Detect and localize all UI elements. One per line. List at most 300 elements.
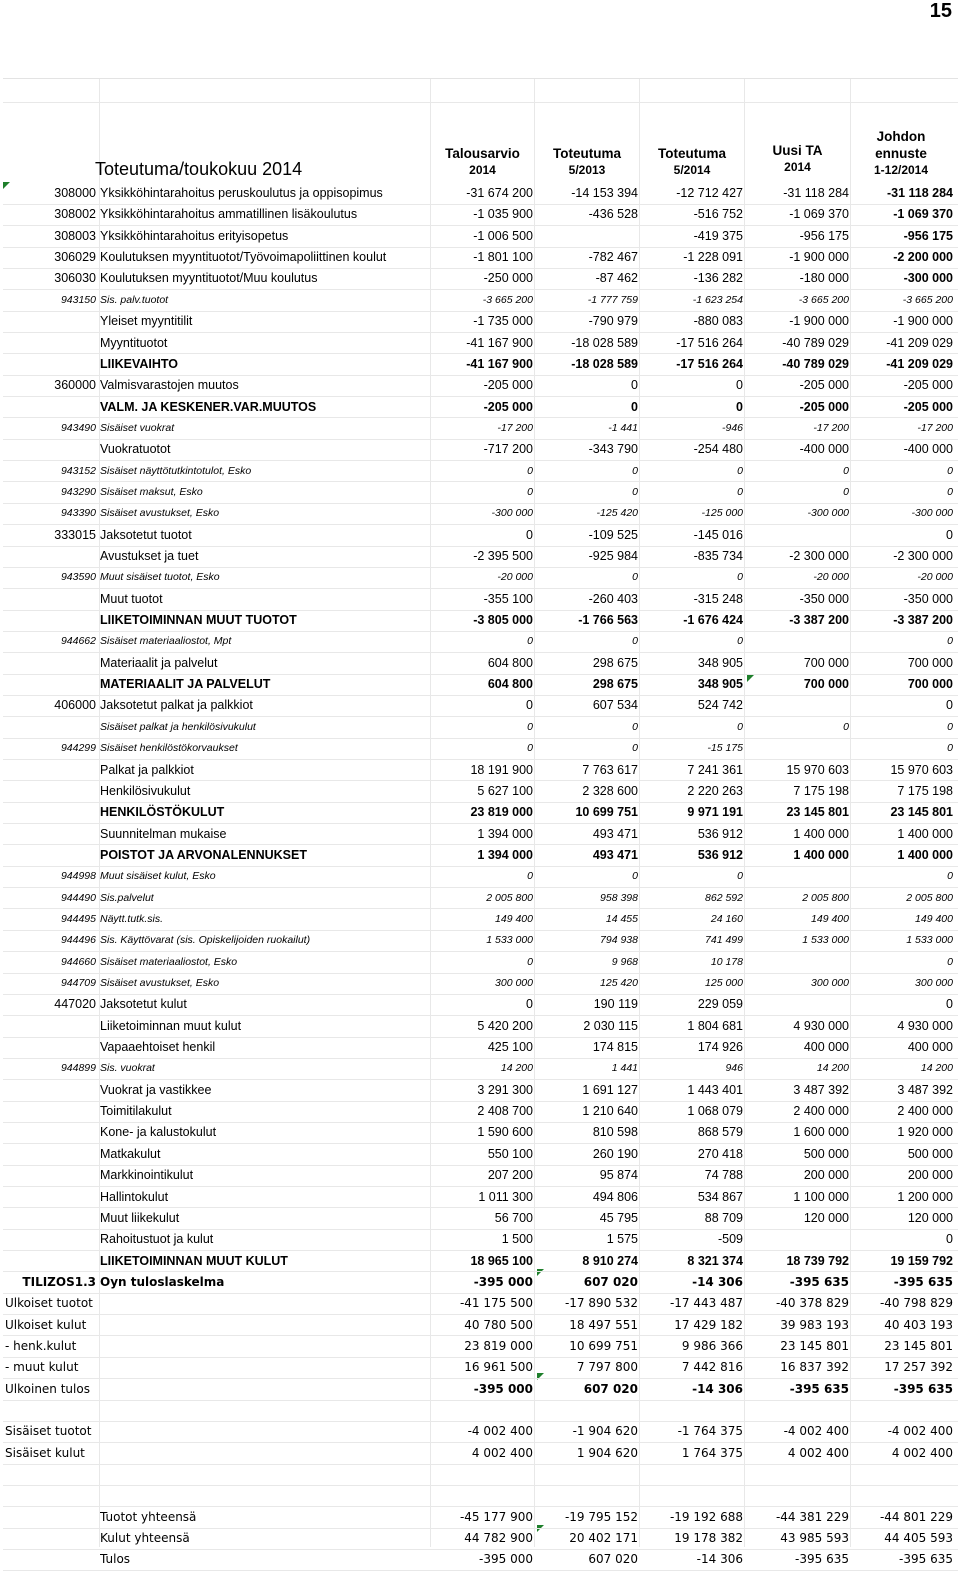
row-label: Yksikköhintarahoitus erityisopetus: [100, 228, 289, 243]
row-value-col-4: -400 000: [903, 442, 953, 457]
row-value-col-3: [747, 994, 849, 1015]
table-row: [3, 1357, 958, 1378]
column-header-label: Talousarvio: [445, 146, 520, 161]
row-value-col-4: [852, 1464, 953, 1485]
row-value-col-2: -17 516 264: [676, 356, 743, 371]
row-value-col-3: [747, 738, 849, 759]
row-value-col-4: -3 665 200: [902, 293, 953, 306]
table-row: [3, 866, 958, 887]
row-label: Koulutuksen myyntituotot/Työvoimapoliittinen koulut: [100, 250, 387, 265]
row-value-col-4: 0: [947, 464, 953, 477]
row-code: 944490: [60, 891, 96, 904]
table-row: [3, 183, 958, 204]
row-value-col-3: 200 000: [803, 1168, 849, 1183]
row-value-col-3: -40 378 829: [775, 1296, 849, 1311]
row-value-col-0: -250 000: [483, 271, 533, 286]
row-value-col-3: -205 000: [799, 378, 849, 393]
row-value-col-1: 8 910 274: [582, 1253, 638, 1268]
row-value-col-1: -782 467: [588, 250, 638, 265]
row-value-col-0: 40 780 500: [464, 1317, 533, 1332]
row-value-col-2: 536 912: [697, 826, 743, 841]
row-value-col-1: 174 815: [592, 1040, 638, 1054]
table-row: [3, 1165, 958, 1186]
table-row: [3, 247, 958, 268]
row-value-col-1: 260 190: [592, 1146, 638, 1161]
row-value-col-1: 1 904 620: [576, 1445, 638, 1460]
table-row: [3, 1421, 958, 1442]
row-value-col-3: 2 400 000: [793, 1104, 849, 1119]
row-value-col-0: 0: [526, 698, 533, 713]
table-row: [3, 973, 958, 994]
row-value-col-0: -395 000: [473, 1381, 533, 1396]
row-value-col-3: [747, 866, 849, 887]
table-row: [3, 888, 958, 909]
row-code: [3, 1400, 96, 1421]
row-value-col-2: [642, 1485, 743, 1506]
table-row: [3, 802, 958, 823]
row-value-col-4: 15 970 603: [890, 762, 953, 777]
table-row: [3, 567, 958, 588]
row-value-col-1: -18 028 589: [571, 335, 638, 350]
table-row: [3, 333, 958, 354]
row-value-col-3: -40 789 029: [782, 335, 849, 350]
row-value-col-0: 0: [526, 997, 533, 1012]
row-value-col-2: 1 443 401: [687, 1082, 743, 1097]
row-value-col-0: -31 674 200: [466, 186, 533, 200]
table-row: [3, 1208, 958, 1229]
row-value-col-4: -395 635: [893, 1381, 953, 1396]
row-value-col-4: 1 400 000: [897, 847, 953, 862]
row-code: [3, 824, 96, 845]
row-value-col-3: 2 005 800: [802, 891, 849, 904]
row-label: Sisäiset maksut, Esko: [100, 485, 203, 498]
row-value-col-1: -260 403: [588, 591, 638, 606]
row-value-col-0: -1 035 900: [473, 207, 533, 222]
row-value-col-4: [852, 1485, 953, 1506]
row-value-col-0: -3 805 000: [473, 613, 533, 627]
row-value-col-2: 0: [737, 485, 743, 498]
row-value-col-4: 0: [947, 635, 953, 648]
row-label: [100, 1293, 428, 1314]
row-value-col-4: 0: [946, 527, 953, 542]
row-code: [3, 439, 96, 460]
row-value-col-2: -516 752: [693, 207, 743, 222]
row-value-col-3: 500 000: [803, 1146, 849, 1161]
row-value-col-2: -15 175: [707, 742, 743, 755]
row-value-col-1: -19 795 152: [564, 1509, 638, 1524]
row-value-col-3: 149 400: [811, 912, 849, 925]
row-value-col-1: 0: [631, 378, 638, 393]
row-value-col-1: 1 575: [606, 1232, 638, 1247]
row-value-col-0: -2 395 500: [473, 549, 533, 563]
row-value-col-1: 493 471: [592, 826, 638, 841]
row-code: 306030: [54, 271, 96, 286]
row-value-col-2: 10 178: [710, 955, 743, 968]
row-value-col-4: 0: [947, 720, 953, 733]
row-value-col-1: 0: [632, 720, 638, 733]
row-value-col-3: -300 000: [807, 507, 849, 520]
row-value-col-2: 524 742: [697, 698, 743, 713]
row-code: [3, 1122, 96, 1143]
row-value-col-4: 2 400 000: [897, 1104, 953, 1119]
row-value-col-1: 1 441: [611, 1062, 638, 1075]
row-code: 943150: [60, 293, 96, 306]
row-value-col-2: -1 623 254: [692, 293, 743, 306]
row-label: Vapaaehtoiset henkil: [100, 1040, 216, 1054]
row-value-col-1: 794 938: [600, 934, 638, 947]
row-value-col-0: -205 000: [483, 378, 533, 393]
table-row: [3, 930, 958, 951]
row-value-col-2: -145 016: [693, 527, 743, 542]
row-value-col-3: 4 002 400: [787, 1445, 849, 1460]
row-value-col-0: 0: [527, 720, 533, 733]
row-code: [3, 1016, 96, 1037]
table-row: [3, 824, 958, 845]
row-value-col-1: 2 328 600: [582, 783, 638, 798]
table-row: [3, 653, 958, 674]
row-value-col-0: 2 005 800: [486, 891, 533, 904]
row-value-col-0: 56 700: [494, 1210, 533, 1225]
row-value-col-0: -17 200: [497, 421, 533, 434]
row-value-col-0: 14 200: [500, 1062, 533, 1075]
row-value-col-4: 4 930 000: [897, 1018, 953, 1033]
row-value-col-3: -20 000: [813, 571, 849, 584]
row-value-col-4: -350 000: [903, 591, 953, 606]
row-value-col-0: 604 800: [487, 677, 533, 691]
row-value-col-0: 0: [527, 464, 533, 477]
row-value-col-3: 23 145 801: [780, 1338, 849, 1353]
row-value-col-0: 0: [527, 742, 533, 755]
row-value-col-4: -31 118 284: [886, 186, 953, 200]
row-code: Ulkoiset kulut: [5, 1317, 87, 1332]
table-row: [3, 418, 958, 439]
row-label: HENKILÖSTÖKULUT: [100, 805, 225, 820]
row-value-col-3: 1 400 000: [793, 847, 849, 862]
row-value-col-4: -41 209 029: [886, 356, 953, 371]
row-code: 944662: [60, 635, 96, 648]
row-value-col-0: -41 167 900: [466, 356, 533, 371]
row-value-col-4: 400 000: [907, 1040, 953, 1054]
row-value-col-0: -717 200: [483, 442, 533, 457]
row-value-col-2: 0: [737, 635, 743, 648]
row-value-col-1: 298 675: [592, 677, 638, 691]
row-value-col-3: -44 381 229: [775, 1509, 849, 1524]
row-code: [3, 1144, 96, 1165]
row-value-col-1: -87 462: [595, 271, 638, 286]
row-code: 360000: [54, 378, 96, 393]
row-value-col-2: -12 712 427: [676, 186, 743, 200]
row-label: Tulos: [100, 1552, 131, 1567]
row-label: LIIKETOIMINNAN MUUT KULUT: [100, 1253, 288, 1268]
row-value-col-4: -1 069 370: [893, 207, 953, 222]
row-code: [3, 333, 96, 354]
row-code: 447020: [54, 997, 96, 1012]
table-row: [3, 546, 958, 567]
row-value-col-4: -205 000: [903, 378, 953, 393]
row-value-col-4: 1 200 000: [897, 1189, 953, 1204]
column-header-sub: 2014: [784, 160, 811, 174]
table-row: [3, 439, 958, 460]
row-value-col-3: -395 635: [795, 1552, 849, 1567]
row-label: Sisäiset henkilöstökorvaukset: [100, 742, 238, 755]
row-value-col-2: 0: [736, 378, 743, 393]
row-code: [3, 802, 96, 823]
row-value-col-2: -14 306: [692, 1381, 743, 1396]
row-value-col-1: 14 455: [605, 912, 638, 925]
row-code: [3, 354, 96, 375]
row-value-col-3: 18 739 792: [786, 1253, 849, 1268]
row-value-col-4: 200 000: [907, 1168, 953, 1183]
row-label: Sisäiset materiaaliostot, Esko: [100, 955, 238, 968]
row-value-col-0: 18 965 100: [470, 1253, 533, 1268]
row-value-col-2: 125 000: [705, 977, 743, 989]
row-label: Yleiset myyntitilit: [100, 314, 193, 329]
row-value-col-4: 500 000: [907, 1146, 953, 1161]
row-label: Palkat ja palkkiot: [100, 762, 194, 777]
row-value-col-1: -1 777 759: [587, 293, 638, 306]
row-value-col-4: 17 257 392: [884, 1360, 953, 1375]
row-code: 406000: [54, 698, 96, 713]
row-value-col-1: 0: [632, 870, 638, 883]
row-value-col-4: 19 159 792: [890, 1253, 953, 1268]
row-value-col-4: -395 635: [899, 1552, 953, 1567]
row-value-col-4: -956 175: [903, 228, 953, 243]
row-value-col-4: -1 900 000: [893, 314, 953, 329]
table-row: [3, 461, 958, 482]
table-row: [3, 226, 958, 247]
row-value-col-2: 74 788: [704, 1168, 743, 1183]
row-value-col-3: -395 635: [789, 1274, 849, 1289]
row-value-col-3: [747, 1400, 849, 1421]
row-value-col-0: [433, 1485, 533, 1506]
row-value-col-0: 425 100: [487, 1040, 533, 1054]
row-code: 944998: [60, 870, 96, 883]
row-label: Koulutuksen myyntituotot/Muu koulutus: [100, 271, 318, 286]
row-value-col-3: 0: [843, 464, 849, 477]
row-value-col-1: -1 441: [608, 421, 638, 434]
row-value-col-1: -1 904 620: [572, 1424, 638, 1439]
row-value-col-2: 348 905: [697, 677, 743, 691]
row-value-col-4: -40 798 829: [879, 1296, 953, 1311]
row-value-col-0: -41 167 900: [466, 335, 533, 350]
row-value-col-1: -790 979: [588, 314, 638, 329]
row-value-col-2: 1 764 375: [681, 1445, 743, 1460]
row-value-col-1: -125 420: [596, 507, 638, 520]
row-value-col-4: -300 000: [911, 507, 953, 520]
row-label: Hallintokulut: [100, 1189, 169, 1204]
table-row: [3, 1187, 958, 1208]
row-code: 943290: [60, 485, 96, 498]
row-value-col-1: 0: [632, 742, 638, 755]
table-row: [3, 994, 958, 1015]
column-header-label: Toteutuma: [658, 146, 726, 161]
row-label: Sisäiset avustukset, Esko: [100, 977, 220, 989]
row-label: Yksikköhintarahoitus ammatillinen lisäkoulutus: [100, 207, 358, 222]
row-code: 308002: [54, 207, 96, 222]
table-row: [3, 781, 958, 802]
row-label: [100, 1357, 428, 1378]
row-value-col-2: 1 068 079: [687, 1104, 743, 1119]
row-value-col-0: 1 590 600: [477, 1125, 533, 1140]
row-code: 943390: [60, 507, 96, 520]
row-code: 944495: [60, 912, 96, 925]
row-value-col-0: -41 175 500: [459, 1296, 533, 1311]
row-label: Jaksotetut tuotot: [100, 527, 192, 542]
row-code: 944709: [60, 977, 96, 989]
row-value-col-3: 1 600 000: [793, 1125, 849, 1140]
row-label: [100, 1379, 428, 1400]
row-label: Toimitilakulut: [100, 1104, 172, 1119]
row-value-col-3: -350 000: [799, 591, 849, 606]
row-code: Sisäiset tuotot: [5, 1424, 92, 1439]
row-value-col-0: -20 000: [497, 571, 533, 584]
row-code: [3, 1464, 96, 1485]
row-value-col-0: 604 800: [487, 655, 533, 670]
row-code: TILIZOS1.3: [22, 1274, 96, 1289]
row-label: Kone- ja kalustokulut: [100, 1125, 217, 1140]
row-code: [3, 845, 96, 866]
row-value-col-2: -19 192 688: [669, 1509, 743, 1524]
row-value-col-0: 0: [527, 870, 533, 883]
row-value-col-2: -17 443 487: [669, 1296, 743, 1311]
row-value-col-2: 946: [725, 1062, 743, 1075]
row-value-col-4: 1 920 000: [897, 1125, 953, 1140]
row-value-col-0: 300 000: [495, 977, 533, 989]
table-row: [3, 674, 958, 695]
row-value-col-3: -17 200: [813, 421, 849, 434]
row-code: [3, 1229, 96, 1250]
row-value-col-4: 7 175 198: [897, 783, 953, 798]
row-label: Yksikköhintarahoitus peruskoulutus ja oppisopimus: [100, 186, 383, 200]
row-code: [3, 717, 96, 738]
row-value-col-4: -205 000: [903, 399, 953, 414]
row-value-col-1: 0: [632, 485, 638, 498]
row-code: - henk.kulut: [5, 1338, 77, 1353]
row-label: Suunnitelman mukaise: [100, 826, 227, 841]
row-value-col-0: [433, 1400, 533, 1421]
row-label: Sisäiset palkat ja henkilösivukulut: [100, 720, 256, 733]
row-label: Muut sisäiset kulut, Esko: [100, 870, 216, 883]
table-row: [3, 1315, 958, 1336]
row-value-col-4: 0: [947, 870, 953, 883]
row-value-col-0: -1 735 000: [473, 314, 533, 329]
row-value-col-2: 229 059: [697, 997, 743, 1012]
row-label: Sis. palv.tuotot: [100, 293, 169, 306]
row-value-col-4: 0: [946, 698, 953, 713]
row-value-col-3: 300 000: [811, 977, 849, 989]
row-value-col-2: -509: [717, 1232, 743, 1247]
row-label: Sis.palvelut: [100, 891, 154, 904]
table-row: [3, 1122, 958, 1143]
row-value-col-1: 494 806: [592, 1189, 638, 1204]
row-value-col-1: 20 402 171: [569, 1531, 638, 1546]
row-label: Myyntituotot: [100, 335, 168, 350]
row-label: Sisäiset avustukset, Esko: [100, 507, 220, 520]
table-row: [3, 1272, 958, 1293]
row-value-col-1: 45 795: [599, 1210, 638, 1225]
row-code: Ulkoiset tuotot: [5, 1296, 93, 1311]
row-value-col-0: 18 191 900: [470, 762, 533, 777]
row-value-col-1: 190 119: [593, 997, 638, 1012]
row-value-col-0: 44 782 900: [464, 1531, 533, 1546]
row-value-col-2: 536 912: [697, 847, 743, 862]
row-value-col-1: 125 420: [600, 977, 638, 989]
row-label: Muut liikekulut: [100, 1210, 180, 1225]
row-value-col-0: 0: [526, 527, 533, 542]
row-label: Sisäiset vuokrat: [100, 421, 175, 434]
row-label: POISTOT JA ARVONALENNUKSET: [100, 847, 307, 862]
column-header-label: Uusi TA: [772, 143, 823, 158]
row-value-col-3: [747, 631, 849, 652]
row-value-col-3: -180 000: [799, 271, 849, 286]
row-value-col-2: [642, 1400, 743, 1421]
row-label: [100, 1336, 428, 1357]
row-value-col-3: -400 000: [799, 442, 849, 457]
row-value-col-1: -925 984: [588, 549, 638, 563]
row-code: [3, 1080, 96, 1101]
row-value-col-2: 88 709: [704, 1210, 743, 1225]
row-value-col-3: 15 970 603: [786, 762, 849, 777]
column-header-0: [431, 79, 534, 181]
row-value-col-3: 700 000: [803, 677, 849, 691]
row-code: 943490: [60, 421, 96, 434]
row-label: Materiaalit ja palvelut: [100, 655, 218, 670]
row-code: [3, 1037, 96, 1058]
row-value-col-0: 207 200: [487, 1168, 533, 1183]
row-value-col-1: -18 028 589: [571, 356, 638, 371]
row-value-col-1: -343 790: [588, 442, 638, 457]
row-value-col-1: 0: [632, 571, 638, 584]
column-header-label: Johdon ennuste: [875, 129, 927, 161]
row-value-col-3: -3 665 200: [798, 293, 849, 306]
row-label: [100, 1443, 428, 1464]
row-value-col-0: 1 500: [501, 1232, 533, 1247]
row-value-col-1: -14 153 394: [571, 186, 638, 200]
row-value-col-1: 7 763 617: [582, 762, 638, 777]
row-value-col-1: -1 766 563: [578, 613, 638, 627]
row-value-col-3: -3 387 200: [789, 613, 849, 627]
column-header-1: [535, 79, 639, 181]
row-value-col-0: -205 000: [483, 399, 533, 414]
row-code: 944299: [60, 742, 96, 755]
column-header-sub: 5/2013: [568, 163, 606, 177]
row-value-col-4: 2 005 800: [906, 891, 953, 904]
row-code: [3, 760, 96, 781]
row-value-col-1: 607 534: [592, 698, 638, 713]
row-label: Jaksotetut palkat ja palkkiot: [100, 698, 253, 713]
row-value-col-2: 1 804 681: [687, 1018, 743, 1033]
row-value-col-0: 23 819 000: [470, 805, 533, 820]
row-label: [100, 1485, 428, 1506]
row-value-col-2: 17 429 182: [674, 1317, 743, 1332]
row-value-col-0: -3 665 200: [482, 293, 533, 306]
row-value-col-4: -3 387 200: [893, 613, 953, 627]
row-code: [3, 1101, 96, 1122]
row-value-col-4: 149 400: [915, 912, 953, 925]
row-code: [3, 1208, 96, 1229]
row-label: Sisäiset näyttötutkintotulot, Esko: [100, 464, 252, 477]
row-value-col-3: 0: [843, 485, 849, 498]
row-value-col-2: 9 971 191: [687, 805, 743, 820]
row-value-col-2: -14 306: [692, 1274, 743, 1289]
row-value-col-0: 0: [527, 635, 533, 648]
row-value-col-1: -109 525: [588, 527, 638, 542]
row-code: [3, 1549, 96, 1570]
row-value-col-3: 400 000: [803, 1040, 849, 1054]
table-row: [3, 1251, 958, 1272]
sheet-title: Toteutuma/toukokuu 2014: [95, 159, 303, 179]
row-value-col-0: 0: [527, 485, 533, 498]
